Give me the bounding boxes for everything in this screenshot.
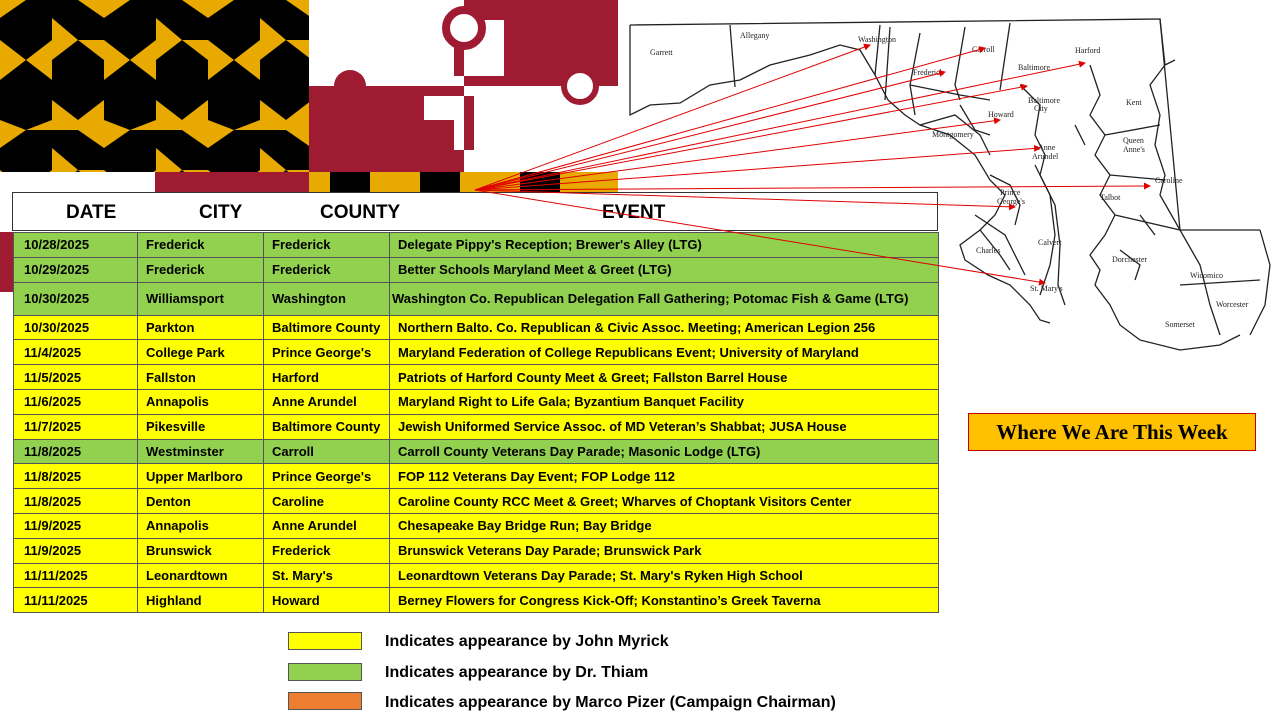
county-label-montgomery: Montgomery bbox=[932, 130, 974, 139]
county-label-queen-annes-2: Anne's bbox=[1123, 145, 1145, 154]
county-label-queen-annes-1: Queen bbox=[1123, 136, 1144, 145]
cell-county: Howard bbox=[264, 588, 390, 613]
cell-event: Berney Flowers for Congress Kick-Off; Konstantino’s Greek Taverna bbox=[390, 588, 939, 613]
cell-city: Brunswick bbox=[138, 538, 264, 563]
header-date: DATE bbox=[66, 202, 117, 223]
table-row bbox=[14, 315, 939, 340]
cell-event: Carroll County Veterans Day Parade; Masonic Lodge (LTG) bbox=[390, 439, 939, 464]
county-label-calvert: Calvert bbox=[1038, 238, 1062, 247]
cell-city: Denton bbox=[138, 489, 264, 514]
header-event: EVENT bbox=[602, 202, 666, 223]
cell-county: Anne Arundel bbox=[264, 389, 390, 414]
cell-event: Washington Co. Republican Delegation Fall Gathering; Potomac Fish & Game (LTG) bbox=[390, 282, 939, 315]
cell-city: Annapolis bbox=[138, 513, 264, 538]
cell-event: Maryland Federation of College Republicans Event; University of Maryland bbox=[390, 340, 939, 365]
cell-date: 11/8/2025 bbox=[14, 489, 138, 514]
cell-event: Leonardtown Veterans Day Parade; St. Mary's Ryken High School bbox=[390, 563, 939, 588]
cell-city: Frederick bbox=[138, 257, 264, 282]
county-label-dorchester: Dorchester bbox=[1112, 255, 1148, 264]
table-row bbox=[14, 489, 939, 514]
county-label-washington: Washington bbox=[858, 35, 897, 44]
cell-event: Brunswick Veterans Day Parade; Brunswick Park bbox=[390, 538, 939, 563]
cell-date: 11/5/2025 bbox=[14, 365, 138, 390]
county-label-howard: Howard bbox=[988, 110, 1014, 119]
county-label-baltimore-city-2: City bbox=[1034, 104, 1048, 113]
cell-county: Prince George's bbox=[264, 340, 390, 365]
cell-date: 10/29/2025 bbox=[14, 257, 138, 282]
table-row bbox=[14, 340, 939, 365]
event-schedule-table bbox=[13, 232, 939, 613]
county-label-garrett: Garrett bbox=[650, 48, 673, 57]
cell-date: 10/30/2025 bbox=[14, 315, 138, 340]
county-label-anne-arundel-1: Anne bbox=[1038, 143, 1056, 152]
cell-event: Patriots of Harford County Meet & Greet; Fallston Barrel House bbox=[390, 365, 939, 390]
county-label-frederick: Frederick bbox=[913, 68, 944, 77]
cell-date: 11/11/2025 bbox=[14, 588, 138, 613]
cell-city: Westminster bbox=[138, 439, 264, 464]
table-row bbox=[14, 588, 939, 613]
cell-event: Delegate Pippy's Reception; Brewer's Alley (LTG) bbox=[390, 233, 939, 258]
cell-county: Washington bbox=[264, 282, 390, 315]
cell-city: Frederick bbox=[138, 233, 264, 258]
table-header bbox=[12, 192, 938, 231]
cell-county: Carroll bbox=[264, 439, 390, 464]
table-row bbox=[14, 257, 939, 282]
cell-county: Frederick bbox=[264, 257, 390, 282]
cell-event: Better Schools Maryland Meet & Greet (LTG) bbox=[390, 257, 939, 282]
cell-county: Harford bbox=[264, 365, 390, 390]
cell-county: Anne Arundel bbox=[264, 513, 390, 538]
cell-event: Jewish Uniformed Service Assoc. of MD Veteran’s Shabbat; JUSA House bbox=[390, 414, 939, 439]
cell-county: Frederick bbox=[264, 233, 390, 258]
cell-county: St. Mary's bbox=[264, 563, 390, 588]
cell-county: Caroline bbox=[264, 489, 390, 514]
county-label-carroll: Carroll bbox=[972, 45, 995, 54]
cell-city: Pikesville bbox=[138, 414, 264, 439]
table-row bbox=[14, 464, 939, 489]
cell-date: 11/8/2025 bbox=[14, 439, 138, 464]
cell-date: 11/9/2025 bbox=[14, 538, 138, 563]
county-label-charles: Charles bbox=[976, 246, 1001, 255]
county-label-talbot: Talbot bbox=[1100, 193, 1121, 202]
legend-swatch-orange bbox=[288, 692, 362, 710]
table-row bbox=[14, 233, 939, 258]
legend-text-green: Indicates appearance by Dr. Thiam bbox=[385, 664, 649, 681]
legend-text-orange: Indicates appearance by Marco Pizer (Campaign Chairman) bbox=[385, 694, 836, 711]
county-label-harford: Harford bbox=[1075, 46, 1101, 55]
county-label-prince-georges-2: George's bbox=[997, 197, 1025, 206]
cell-date: 11/4/2025 bbox=[14, 340, 138, 365]
cell-city: Annapolis bbox=[138, 389, 264, 414]
cell-event: Chesapeake Bay Bridge Run; Bay Bridge bbox=[390, 513, 939, 538]
county-label-anne-arundel-2: Arundel bbox=[1032, 152, 1059, 161]
table-row bbox=[14, 439, 939, 464]
county-label-wicomico: Wicomico bbox=[1190, 271, 1223, 280]
county-label-worcester: Worcester bbox=[1216, 300, 1249, 309]
where-we-are-this-week-box bbox=[968, 413, 1256, 451]
cell-date: 10/28/2025 bbox=[14, 233, 138, 258]
cell-event: Caroline County RCC Meet & Greet; Wharves of Choptank Visitors Center bbox=[390, 489, 939, 514]
where-we-are-text: Where We Are This Week bbox=[996, 419, 1228, 444]
county-label-allegany: Allegany bbox=[740, 31, 770, 40]
table-row bbox=[14, 365, 939, 390]
cell-city: Upper Marlboro bbox=[138, 464, 264, 489]
header-county: COUNTY bbox=[320, 202, 401, 223]
cell-county: Frederick bbox=[264, 538, 390, 563]
cell-event: Northern Balto. Co. Republican & Civic Assoc. Meeting; American Legion 256 bbox=[390, 315, 939, 340]
cell-county: Baltimore County bbox=[264, 315, 390, 340]
county-label-caroline: Caroline bbox=[1155, 176, 1183, 185]
cell-date: 11/9/2025 bbox=[14, 513, 138, 538]
cell-city: Highland bbox=[138, 588, 264, 613]
cell-city: Fallston bbox=[138, 365, 264, 390]
table-row bbox=[14, 538, 939, 563]
cell-city: Leonardtown bbox=[138, 563, 264, 588]
cell-event: Maryland Right to Life Gala; Byzantium Banquet Facility bbox=[390, 389, 939, 414]
county-label-baltimore: Baltimore bbox=[1018, 63, 1050, 72]
header-city: CITY bbox=[199, 202, 243, 223]
cell-city: College Park bbox=[138, 340, 264, 365]
cell-date: 10/30/2025 bbox=[14, 282, 138, 315]
table-row bbox=[14, 513, 939, 538]
table-row bbox=[14, 414, 939, 439]
cell-city: Williamsport bbox=[138, 282, 264, 315]
county-label-kent: Kent bbox=[1126, 98, 1142, 107]
cell-county: Prince George's bbox=[264, 464, 390, 489]
table-row bbox=[14, 389, 939, 414]
cell-date: 11/11/2025 bbox=[14, 563, 138, 588]
table-row bbox=[14, 563, 939, 588]
legend-swatch-green bbox=[288, 663, 362, 681]
cell-date: 11/7/2025 bbox=[14, 414, 138, 439]
table-row bbox=[14, 282, 939, 315]
cell-county: Baltimore County bbox=[264, 414, 390, 439]
county-label-somerset: Somerset bbox=[1165, 320, 1195, 329]
county-label-baltimore-city-1: Baltimore bbox=[1028, 96, 1060, 105]
cell-date: 11/8/2025 bbox=[14, 464, 138, 489]
county-label-st-marys: St. Mary's bbox=[1030, 284, 1063, 293]
cell-city: Parkton bbox=[138, 315, 264, 340]
cell-event: FOP 112 Veterans Day Event; FOP Lodge 112 bbox=[390, 464, 939, 489]
legend-text-yellow: Indicates appearance by John Myrick bbox=[385, 633, 669, 650]
county-label-prince-georges-1: Prince bbox=[1000, 188, 1021, 197]
cell-date: 11/6/2025 bbox=[14, 389, 138, 414]
legend-swatch-yellow bbox=[288, 632, 362, 650]
